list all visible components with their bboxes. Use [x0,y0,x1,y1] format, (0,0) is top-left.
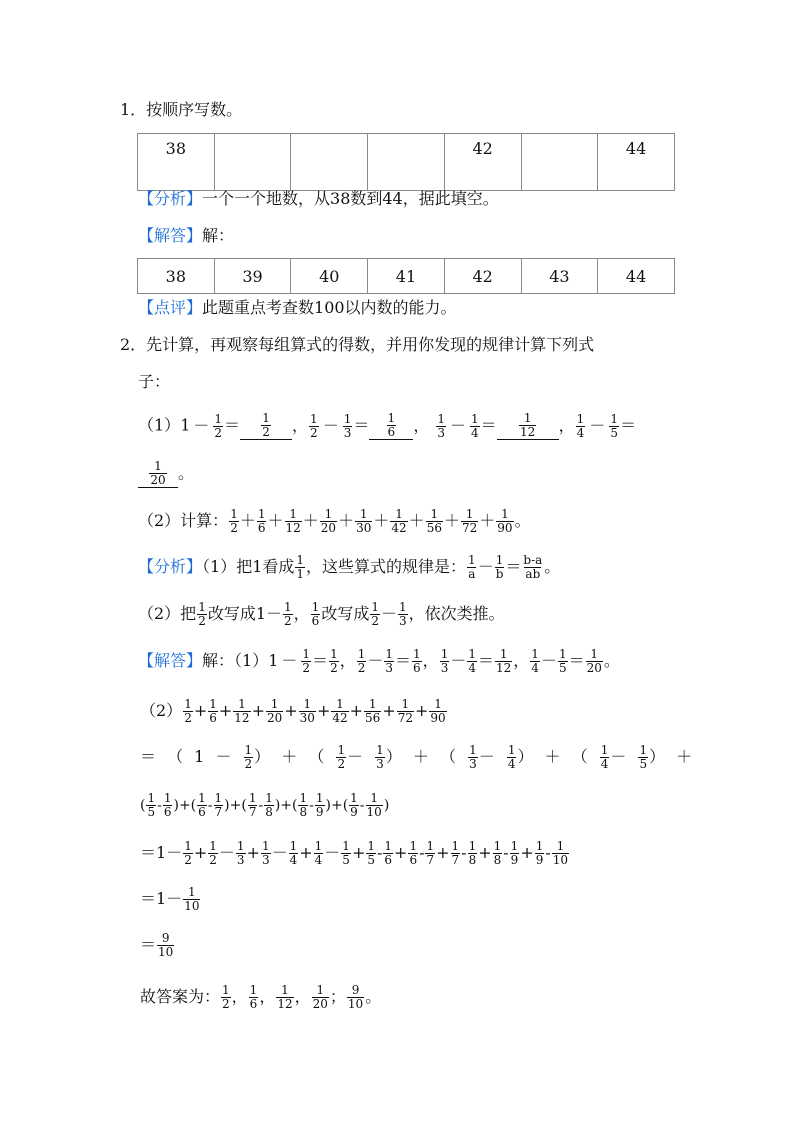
table2-cell: 38 [138,259,215,294]
q2-solution-line4: ＝1－ $\frac{1}{2}$ + $\frac{1}{2}$ － $\frac{1}{3}$ + $\frac{1}{3}$ － $\frac{1}{4}$ + $\frac{1}{4}$ － $\frac{1}{5}$ + $\frac{1}{5}$ - $\frac{1}{6}$ + $\frac{1}{6}$ - $\frac{1}{7}$ + $\frac{1}{7}$ - $\frac{1}{8}$ + $\frac{1}{8}$ - $\frac{1}{9}$ + $\frac{1}{9}$ - $\frac{1}{10}$ [140,839,569,867]
fraction: $\frac{1}{2}$ [214,411,223,440]
comment-tag: 【点评】 [138,298,203,317]
q2-answer: 【解答】解：（1）1 － $\frac{1}{2}$ ＝ $\frac{1}{2}$ ， $\frac{1}{2}$ － $\frac{1}{3}$ ＝ $\frac{1}{6}$ ， $\frac{1}{3}$ － $\frac{1}{4}$ ＝ $\frac{1}{12}$ ， $\frac{1}{4}$ － $\frac{1}{5}$ ＝ $\frac{1}{20}$ 。 [138,647,620,675]
table1-cell [368,134,445,191]
q2-analysis-2: （2）把 $\frac{1}{2}$ 改写成1－ $\frac{1}{2}$ ， $\frac{1}{6}$ 改写成 $\frac{1}{2}$ － $\frac{1}{3}$ ，依次类推。 [138,600,505,628]
q2-title-line1: 2．先计算，再观察每组算式的得数，并用你发现的规律计算下列式 [120,335,595,354]
q2-part1-cont: $\frac{1}{20}$ 。 [138,460,194,488]
q1-comment [138,298,457,318]
part2-label: （2）计算： [138,511,229,530]
table2-cell: 43 [521,259,598,294]
table1-cell: 38 [138,134,215,191]
q2-solution-line6: ＝ $\frac{9}{10}$ [140,931,174,959]
q1-title: 1．按顺序写数。 [120,100,243,119]
table2-cell: 41 [368,259,445,294]
analysis-tag: 【分析】 [138,189,203,208]
analysis-text: 一个一个地数，从38数到44，据此填空。 [202,189,499,208]
q2-analysis: 【分析】（1）把1看成 $\frac{1}{1}$ ，这些算式的规律是： $\frac{1}{a}$ － $\frac{1}{b}$ ＝ $\frac{b-a}{ab}$ 。 [138,553,561,581]
q2-solution-line3: ( $\frac{1}{5}$ - $\frac{1}{6}$ )+( $\frac{1}{6}$ - $\frac{1}{7}$ )+( $\frac{1}{7}$ - $\frac{1}{8}$ )+( $\frac{1}{8}$ - $\frac{1}{9}$ )+( $\frac{1}{9}$ - $\frac{1}{10}$ ) [140,791,390,819]
q2-solution-line2: ＝ （ 1 － $\frac{1}{2}$ ） ＋ （ $\frac{1}{2}$ － $\frac{1}{3}$ ） ＋ （ $\frac{1}{3}$ － $\frac{1}{4}$ ） ＋ （ $\frac{1}{4}$ － $\frac{1}{5}$ ） ＋ [140,743,693,771]
number-table-filled [137,258,675,294]
table1-cell [214,134,291,191]
answer-text: 解： [202,226,235,245]
part1-label: （1） [138,415,181,435]
q2-part2: （2）计算： $\frac{1}{2}$ ＋ $\frac{1}{6}$ ＋ $\frac{1}{12}$ ＋ $\frac{1}{20}$ ＋ $\frac{1}{30}$ ＋ $\frac{1}{42}$ ＋ $\frac{1}{56}$ ＋ $\frac{1}{72}$ ＋ $\frac{1}{90}$ 。 [138,507,531,535]
answer-tag: 【解答】 [138,651,203,670]
answer-blank: $\frac{1}{20}$ [138,460,178,488]
table2-cell: 39 [214,259,291,294]
answer-blank: $\frac{1}{2}$ [240,412,292,440]
analysis-tag: 【分析】 [138,557,203,576]
comment-text: 此题重点考查数100以内数的能力。 [202,298,457,317]
answer-tag: 【解答】 [138,226,203,245]
q2-final-answer: 故答案为： $\frac{1}{2}$ ， $\frac{1}{6}$ ， $\frac{1}{12}$ ， $\frac{1}{20}$ ； $\frac{9}{10}$ 。 [140,983,382,1011]
table1-cell: 42 [444,134,521,191]
q2-title-line2: 子： [138,372,171,391]
table1-cell [291,134,368,191]
answer-blank: $\frac{1}{12}$ [497,412,559,440]
answer-blank: $\frac{1}{6}$ [369,412,413,440]
q2-solution-line1: （2） $\frac{1}{2}$ + $\frac{1}{6}$ + $\frac{1}{12}$ + $\frac{1}{20}$ + $\frac{1}{30}$ + $\frac{1}{42}$ + $\frac{1}{56}$ + $\frac{1}{72}$ + $\frac{1}{90}$ [140,697,446,725]
table1-cell: 44 [598,134,675,191]
number-table-blank [137,133,675,191]
table1-cell [521,134,598,191]
q1-analysis [138,189,499,209]
table2-cell: 40 [291,259,368,294]
table2-cell: 44 [598,259,675,294]
q2-part1: （1）1 － $\frac{1}{2}$ ＝ $\frac{1}{2}$ ， $\frac{1}{2}$ － $\frac{1}{3}$ ＝ $\frac{1}{6}$ ， $\frac{1}{3}$ － $\frac{1}{4}$ ＝ $\frac{1}{12}$ ， $\frac{1}{4}$ － $\frac{1}{5}$ ＝ [138,411,636,440]
table2-cell: 42 [444,259,521,294]
q1-answer [138,226,234,246]
q2-solution-line5: ＝1－ $\frac{1}{10}$ [140,885,200,913]
